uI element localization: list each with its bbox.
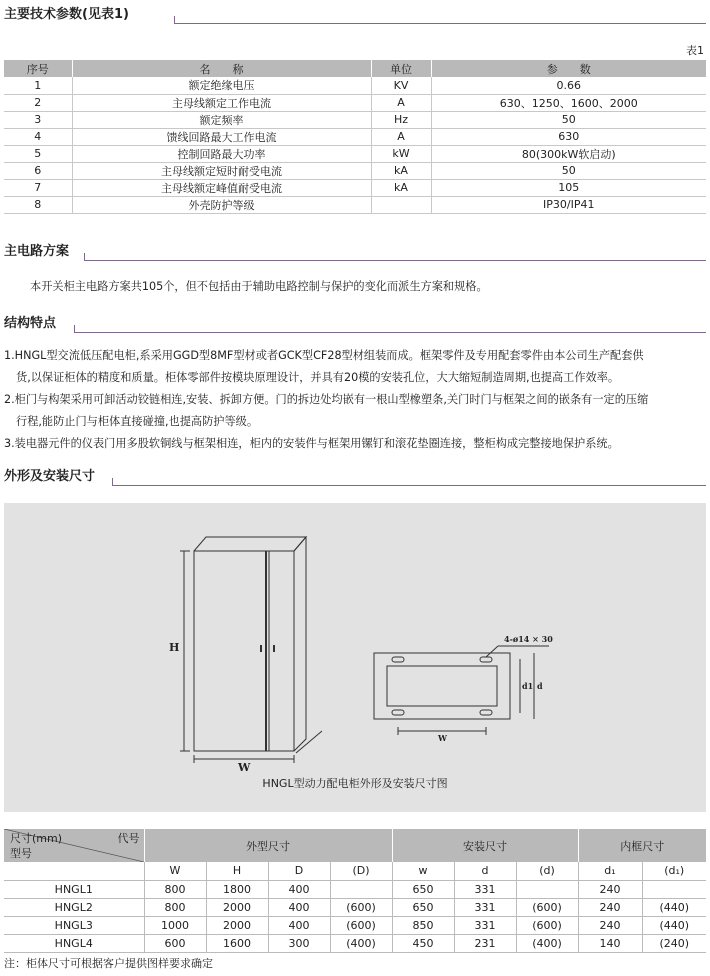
table-cell: 600 — [144, 934, 206, 952]
section-title-params: 主要技术参数(见表1) — [4, 7, 129, 22]
structure-item-3 — [4, 433, 708, 455]
table-row — [4, 916, 706, 934]
table-cell: (440) — [642, 916, 706, 934]
table-cell: 240 — [578, 916, 642, 934]
dim-label-d1: d1 — [522, 681, 534, 691]
dim-label-h: H — [169, 641, 180, 654]
table-row — [4, 128, 706, 145]
model-cell: HNGL2 — [4, 898, 144, 916]
dim-label-hole: 4-ø14 × 30 — [504, 634, 553, 644]
divider — [84, 260, 706, 261]
table-row — [4, 77, 706, 94]
subheader-cell: (D) — [330, 862, 392, 880]
mount-slot — [480, 657, 492, 662]
footnote: 注：柜体尺寸可根据客户提供图样要求确定 — [4, 957, 213, 970]
circuit-text — [4, 276, 708, 298]
table-cell: 3 — [4, 111, 72, 128]
table-cell: 240 — [578, 880, 642, 898]
divider — [174, 23, 706, 24]
table-cell: Hz — [371, 111, 431, 128]
table-cell: 2 — [4, 94, 72, 111]
table-row — [4, 934, 706, 952]
subheader-cell: d₁ — [578, 862, 642, 880]
table-cell: 300 — [268, 934, 330, 952]
table-cell: 0.66 — [431, 77, 706, 94]
table-cell: 400 — [268, 916, 330, 934]
section-header-dimensions — [4, 466, 706, 488]
table-cell: 4 — [4, 128, 72, 145]
corner-label-model: 型号 — [10, 847, 32, 860]
table-cell: 630 — [431, 128, 706, 145]
table-cell — [516, 880, 578, 898]
leader-line — [486, 646, 498, 657]
table-cell: 400 — [268, 880, 330, 898]
group-header-outer: 外型尺寸 — [144, 829, 392, 862]
model-cell: HNGL1 — [4, 880, 144, 898]
section-header-structure — [4, 313, 706, 335]
table-cell: kA — [371, 162, 431, 179]
table-cell: 331 — [454, 880, 516, 898]
table-cell: 650 — [392, 898, 454, 916]
subheader-cell: (d₁) — [642, 862, 706, 880]
structure-line: 行程,能防止门与柜体直接碰撞,也提高防护等级。 — [16, 415, 259, 428]
table-row — [4, 196, 706, 213]
table-cell: 800 — [144, 898, 206, 916]
table-cell: (400) — [330, 934, 392, 952]
structure-line: 3.装电器元件的仪表门用多股软铜线与框架相连，柜内的安装件与框架用镙钉和滚花垫圈连接，整柜构成完整接地保护系统。 — [4, 437, 619, 450]
table1-label: 表1 — [686, 44, 704, 57]
table-cell: 额定频率 — [72, 111, 371, 128]
cabinet-top — [194, 537, 306, 551]
dim-label-d: d — [537, 681, 543, 691]
table-row — [4, 898, 706, 916]
section-header-circuit — [4, 241, 706, 263]
table-cell: 额定绝缘电压 — [72, 77, 371, 94]
section-title-dimensions: 外形及安装尺寸 — [4, 469, 96, 484]
table-cell: 7 — [4, 179, 72, 196]
section-title-structure: 结构特点 — [4, 316, 57, 331]
table-header-row — [4, 60, 706, 77]
table-cell: KV — [371, 77, 431, 94]
table-cell: (400) — [516, 934, 578, 952]
table-cell: (600) — [330, 916, 392, 934]
table-cell — [371, 196, 431, 213]
section-header-params — [4, 4, 706, 26]
col-header-value: 参 数 — [431, 60, 706, 77]
table-cell: 1 — [4, 77, 72, 94]
table-cell: 331 — [454, 898, 516, 916]
table-cell: 240 — [578, 898, 642, 916]
table-cell: 主母线额定短时耐受电流 — [72, 162, 371, 179]
mount-slot — [480, 710, 492, 715]
model-cell: HNGL4 — [4, 934, 144, 952]
subheader-cell: (d) — [516, 862, 578, 880]
mount-slot — [392, 657, 404, 662]
table-row — [4, 111, 706, 128]
table-cell: 馈线回路最大工作电流 — [72, 128, 371, 145]
table-cell: 231 — [454, 934, 516, 952]
dimension-drawing — [4, 503, 706, 812]
table-cell: 1600 — [206, 934, 268, 952]
table-cell: 850 — [392, 916, 454, 934]
table-cell: kW — [371, 145, 431, 162]
divider — [74, 332, 706, 333]
table-cell: 800 — [144, 880, 206, 898]
params-table — [4, 60, 706, 214]
structure-item-1 — [4, 345, 708, 389]
table-cell: 50 — [431, 111, 706, 128]
base-outer — [374, 653, 510, 719]
table-cell: 2000 — [206, 916, 268, 934]
table-cell: 6 — [4, 162, 72, 179]
table-cell: 105 — [431, 179, 706, 196]
table-cell: 1000 — [144, 916, 206, 934]
table-cell: 50 — [431, 162, 706, 179]
table-cell: 控制回路最大功率 — [72, 145, 371, 162]
cabinet-side — [294, 537, 306, 751]
divider — [112, 485, 706, 486]
structure-line: 2.柜门与构架采用可卸活动铰链相连,安装、拆卸方便。门的拆边处均嵌有一根山型橡塑条,关门时门与框架之间的嵌条有一定的压缩 — [4, 393, 649, 406]
subheader-blank — [4, 862, 144, 880]
group-header-inner: 内框尺寸 — [620, 839, 665, 853]
table-cell: 630、1250、1600、2000 — [431, 94, 706, 111]
table-cell: 外壳防护等级 — [72, 196, 371, 213]
subheader-cell: H — [206, 862, 268, 880]
subheader-cell: W — [144, 862, 206, 880]
structure-line: 货,以保证柜体的精度和质量。柜体零部件按模块原理设计，并具有20模的安装孔位，大大缩短制造周期,也提高工作效率。 — [16, 371, 620, 384]
table-cell: (240) — [642, 934, 706, 952]
circuit-text-content: 本开关柜主电路方案共105个，但不包括由于辅助电路控制与保护的变化而派生方案和规格。 — [30, 280, 488, 293]
table-cell: 140 — [578, 934, 642, 952]
mount-slot — [392, 710, 404, 715]
corner-label-size: 尺寸(mm) — [10, 832, 63, 845]
table-row — [4, 94, 706, 111]
structure-line: 1.HNGL型交流低压配电柜,系采用GGD型8MF型材或者GCK型CF28型材组装而成。框架零件及专用配套零件由本公司生产配套供 — [4, 349, 644, 362]
table-subheader-row — [4, 862, 706, 880]
model-cell: HNGL3 — [4, 916, 144, 934]
table-cell: (600) — [516, 916, 578, 934]
col-header-name: 名 称 — [72, 60, 371, 77]
cabinet-front — [194, 551, 294, 751]
table-corner-cell — [4, 829, 144, 862]
table-cell: 400 — [268, 898, 330, 916]
cabinet-drawing-svg — [4, 503, 706, 812]
table-row — [4, 145, 706, 162]
table-cell — [642, 880, 706, 898]
table-cell: 331 — [454, 916, 516, 934]
dim-label-w: W — [238, 761, 251, 774]
table-cell: A — [371, 94, 431, 111]
structure-item-2 — [4, 389, 708, 433]
col-header-unit: 单位 — [371, 60, 431, 77]
table-cell: (600) — [516, 898, 578, 916]
dimensions-table — [4, 829, 706, 953]
table-cell — [330, 880, 392, 898]
door-handle — [260, 645, 262, 652]
table-cell: 8 — [4, 196, 72, 213]
dim-label-w-small: W — [438, 733, 447, 743]
subheader-cell: w — [392, 862, 454, 880]
table-group-header-row — [4, 829, 706, 862]
table-cell: 450 — [392, 934, 454, 952]
table-cell: 2000 — [206, 898, 268, 916]
base-inner — [387, 666, 497, 706]
dim-line-d — [296, 731, 322, 753]
table-cell: 主母线额定工作电流 — [72, 94, 371, 111]
table-cell: (600) — [330, 898, 392, 916]
table-cell: 80(300kW软启动) — [431, 145, 706, 162]
door-handle — [273, 645, 275, 652]
table-cell: A — [371, 128, 431, 145]
corner-label-code: 代号 — [117, 832, 140, 845]
table-cell: 主母线额定峰值耐受电流 — [72, 179, 371, 196]
section-title-circuit: 主电路方案 — [4, 244, 70, 259]
col-header-no: 序号 — [4, 60, 72, 77]
table-row — [4, 880, 706, 898]
group-header-install: 安装尺寸 — [392, 829, 578, 862]
table-cell: (440) — [642, 898, 706, 916]
drawing-caption: HNGL型动力配电柜外形及安装尺寸图 — [262, 777, 448, 790]
table-row — [4, 179, 706, 196]
table-cell: 650 — [392, 880, 454, 898]
table-cell: kA — [371, 179, 431, 196]
subheader-cell: D — [268, 862, 330, 880]
table-cell: 1800 — [206, 880, 268, 898]
table-row — [4, 162, 706, 179]
table-cell: 5 — [4, 145, 72, 162]
subheader-cell: d — [454, 862, 516, 880]
table-cell: IP30/IP41 — [431, 196, 706, 213]
